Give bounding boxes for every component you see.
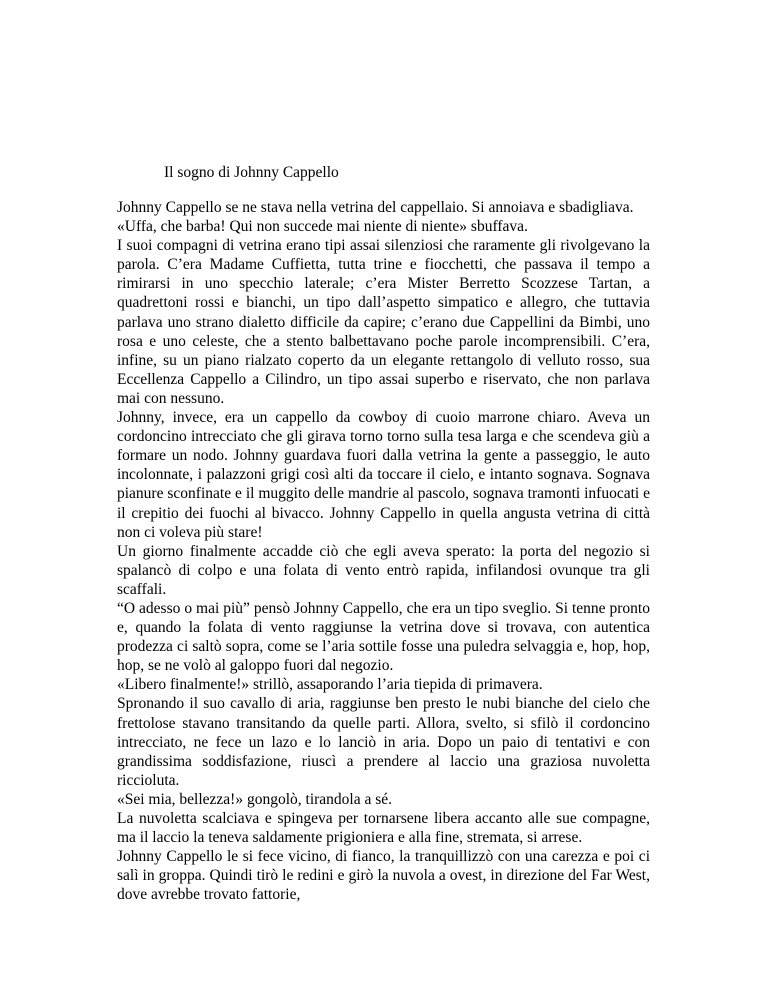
paragraph: Johnny, invece, era un cappello da cowboy di cuoio marrone chiaro. Aveva un cordoncino intrecciato che gli girava torno torno sulla tesa larga e che scendeva giù a formare un nodo. Johnny guardava fuori dalla vetrina la gente a passeggio, le auto incolonnate, i palazzoni grigi così alti da toccare il cielo, e intanto sognava. Sognava pianure sconfinate e il muggito delle mandrie al pascolo, sognava tramonti infuocati e il crepitio dei fuochi al bivacco. Johnny Cappello in quella angusta vetrina di città non ci voleva più stare! bbox=[117, 409, 650, 541]
paragraph: “O adesso o mai più” pensò Johnny Cappello, che era un tipo sveglio. Si tenne pronto e, quando la folata di vento raggiunse la vetrina dove si trovava, con autentica prodezza ci saltò sopra, come se l’aria sottile fosse una puledra selvaggia e, hop, hop, hop, se ne volò al galoppo fuori dal negozio. bbox=[117, 599, 650, 675]
story-title: Il sogno di Johnny Cappello bbox=[164, 164, 339, 181]
paragraph: La nuvoletta scalciava e spingeva per tornarsene libera accanto alle sue compagne, ma il laccio la teneva saldamente prigioniera e alla fine, stremata, si arrese. bbox=[117, 810, 650, 847]
paragraph: Johnny Cappello se ne stava nella vetrina del cappellaio. Si annoiava e sbadigliava. bbox=[117, 199, 634, 216]
paragraph: Johnny Cappello le si fece vicino, di fianco, la tranquillizzò con una carezza e poi ci salì in groppa. Quindi tirò le redini e girò la nuvola a ovest, in direzione del Far West, dove avrebbe trovato fattorie, bbox=[117, 848, 650, 904]
paragraph: «Uffa, che barba! Qui non succede mai niente di niente» sbuffava. bbox=[117, 218, 528, 236]
paragraph: Un giorno finalmente accadde ciò che egli aveva sperato: la porta del negozio si spalancò di colpo e una folata di vento entrò rapida, infilandosi ovunque tra gli scaffali. bbox=[117, 542, 650, 598]
story-body bbox=[117, 198, 650, 904]
paragraph: I suoi compagni di vetrina erano tipi assai silenziosi che raramente gli rivolgevano la parola. C’era Madame Cuffietta, tutta trine e fiocchetti, che passava il tempo a rimirarsi in uno specchio laterale; c’era Mister Berretto Scozzese Tartan, a quadrettoni rossi e bianchi, un tipo dall’aspetto simpatico e allegro, che tuttavia parlava uno strano dialetto difficile da capire; c’erano due Cappellini da Bimbi, uno rosa e uno celeste, che a stento balbettavano poche parole incomprensibili. C’era, infine, su un piano rialzato coperto da un elegante rettangolo di velluto rosso, sua Eccellenza Cappello a Cilindro, un tipo assai superbo e riservato, che non parlava mai con nessuno. bbox=[117, 237, 650, 407]
paragraph: «Sei mia, bellezza!» gongolò, tirandola a sé. bbox=[117, 790, 393, 808]
paragraph: Spronando il suo cavallo di aria, raggiunse ben presto le nubi bianche del cielo che frettolose stavano transitando da quelle parti. Allora, svelto, si sfilò il cordoncino intrecciato, ne fece un lazo e lo lanciò in aria. Dopo un paio di tentativi e con grandissima soddisfazione, riuscì a prendere al laccio una graziosa nuvoletta riccioluta. bbox=[117, 695, 650, 789]
paragraph: «Libero finalmente!» strillò, assaporando l’aria tiepida di primavera. bbox=[117, 676, 543, 694]
